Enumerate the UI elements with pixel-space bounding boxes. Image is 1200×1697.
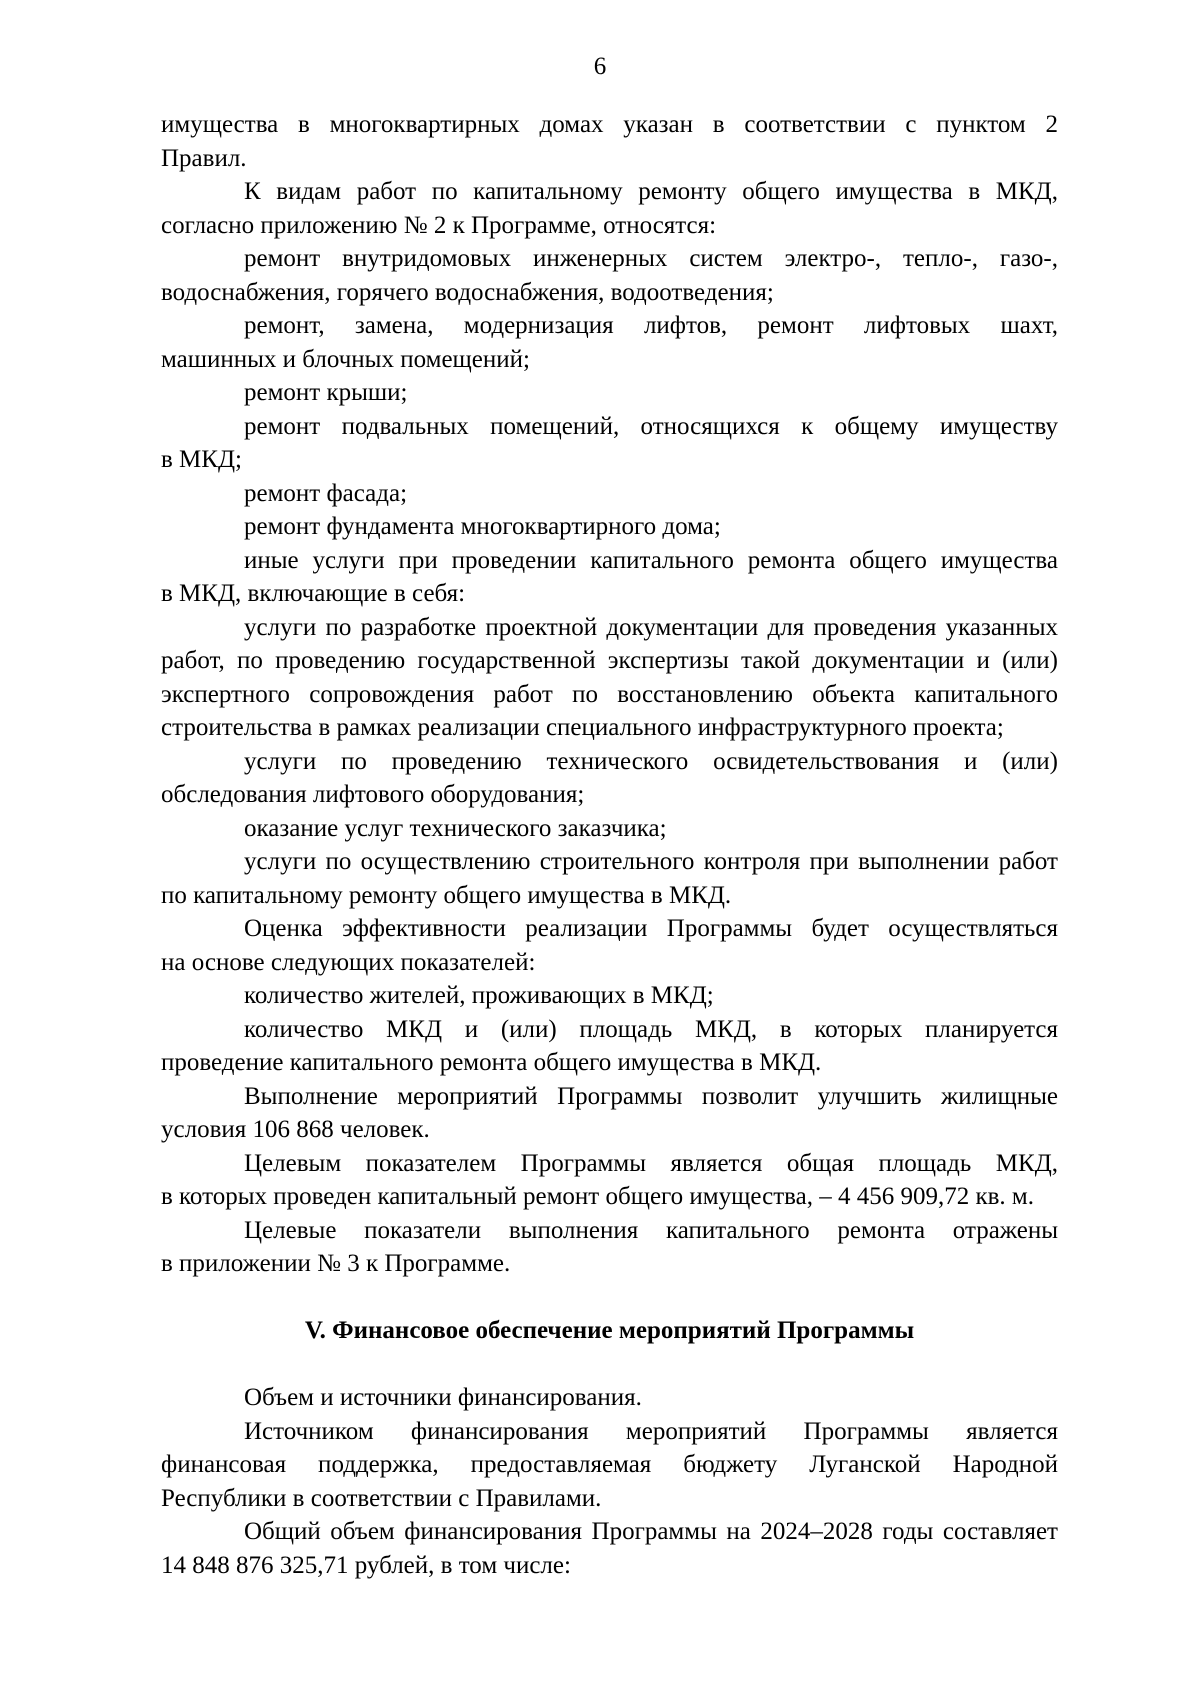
text-line: водоснабжения, горячего водоснабжения, водоотведения; — [161, 278, 774, 306]
text-line: имущества в многоквартирных домах указан в соответствии с пунктом 2 — [161, 111, 1058, 138]
text-line: Целевым показателем Программы является общая площадь МКД, — [244, 1149, 1058, 1177]
text-line: согласно приложению № 2 к Программе, относятся: — [161, 211, 717, 239]
text-line: количество МКД и (или) площадь МКД, в которых планируется — [244, 1015, 1058, 1043]
text-line: ремонт фундамента многоквартирного дома; — [244, 513, 721, 540]
text-line: Оценка эффективности реализации Программы будет осуществляться — [244, 915, 1058, 942]
text-line: услуги по проведению технического освидетельствования и (или) — [244, 747, 1058, 775]
text-line: услуги по разработке проектной документации для проведения указанных — [244, 613, 1058, 641]
text-line: оказание услуг технического заказчика; — [244, 814, 667, 842]
text-line: иные услуги при проведении капитального ремонта общего имущества — [244, 546, 1058, 574]
text-line: Выполнение мероприятий Программы позволит улучшить жилищные — [244, 1082, 1058, 1110]
text-line: ремонт внутридомовых инженерных систем электро-, тепло-, газо-, — [244, 245, 1058, 272]
text-line: машинных и блочных помещений; — [161, 345, 530, 373]
text-line: финансовая поддержка, предоставляемая бюджету Луганской Народной — [161, 1451, 1058, 1478]
paragraph — [161, 912, 1058, 979]
text-line: Общий объем финансирования Программы на 2024–2028 годы составляет — [244, 1518, 1058, 1545]
paragraph — [161, 175, 1058, 242]
paragraph — [161, 477, 1058, 511]
paragraph — [161, 1381, 1058, 1415]
text-line: в МКД, включающие в себя: — [161, 580, 466, 607]
text-line: Объем и источники финансирования. — [244, 1384, 642, 1411]
paragraph — [161, 1147, 1058, 1214]
text-line: в приложении № 3 к Программе. — [161, 1250, 511, 1277]
text-line: экспертного сопровождения работ по восстановлению объекта капитального — [161, 680, 1058, 708]
paragraph — [161, 242, 1058, 309]
text-line: в МКД; — [161, 446, 242, 473]
document-body — [161, 108, 1058, 1582]
text-line: 14 848 876 325,71 рублей, в том числе: — [161, 1551, 571, 1579]
paragraph — [161, 611, 1058, 745]
paragraph — [161, 1013, 1058, 1080]
text-line: количество жителей, проживающих в МКД; — [244, 982, 714, 1009]
text-line: условия 106 868 человек. — [161, 1116, 430, 1143]
text-line: К видам работ по капитальному ремонту общего имущества в МКД, — [244, 178, 1058, 205]
paragraph — [161, 812, 1058, 846]
text-line: ремонт подвальных помещений, относящихся к общему имуществу — [244, 412, 1058, 440]
text-line: ремонт крыши; — [244, 379, 408, 406]
paragraph — [161, 1214, 1058, 1281]
text-line: обследования лифтового оборудования; — [161, 781, 585, 808]
paragraph — [161, 544, 1058, 611]
paragraph — [161, 108, 1058, 175]
text-line: ремонт, замена, модернизация лифтов, ремонт лифтовых шахт, — [244, 312, 1058, 339]
paragraph — [161, 979, 1058, 1013]
paragraph — [161, 1080, 1058, 1147]
text-line: Республики в соответствии с Правилами. — [161, 1484, 602, 1512]
text-line: ремонт фасада; — [244, 479, 408, 507]
paragraph — [161, 510, 1058, 544]
paragraph — [161, 309, 1058, 376]
text-line: Источником финансирования мероприятий Программы является — [244, 1417, 1058, 1445]
paragraph — [161, 410, 1058, 477]
text-line: Правил. — [161, 144, 247, 172]
text-line: в которых проведен капитальный ремонт общего имущества, – 4 456 909,72 кв. м. — [161, 1183, 1034, 1210]
text-line: услуги по осуществлению строительного контроля при выполнении работ — [244, 848, 1058, 875]
text-line: работ, по проведению государственной экспертизы такой документации и (или) — [161, 647, 1058, 674]
text-line: строительства в рамках реализации специального инфраструктурного проекта; — [161, 714, 1004, 741]
section-heading: V. Финансовое обеспечение мероприятий Программы — [304, 1317, 915, 1344]
paragraph — [161, 376, 1058, 410]
paragraph — [161, 1515, 1058, 1582]
text-line: проведение капитального ремонта общего имущества в МКД. — [161, 1049, 822, 1076]
page-number: 6 — [593, 53, 607, 80]
text-line: Целевые показатели выполнения капитального ремонта отражены — [244, 1216, 1058, 1244]
paragraph — [161, 1415, 1058, 1516]
paragraph — [161, 845, 1058, 912]
text-line: по капитальному ремонту общего имущества в МКД. — [161, 881, 732, 909]
text-line: на основе следующих показателей: — [161, 948, 536, 976]
paragraph — [161, 745, 1058, 812]
